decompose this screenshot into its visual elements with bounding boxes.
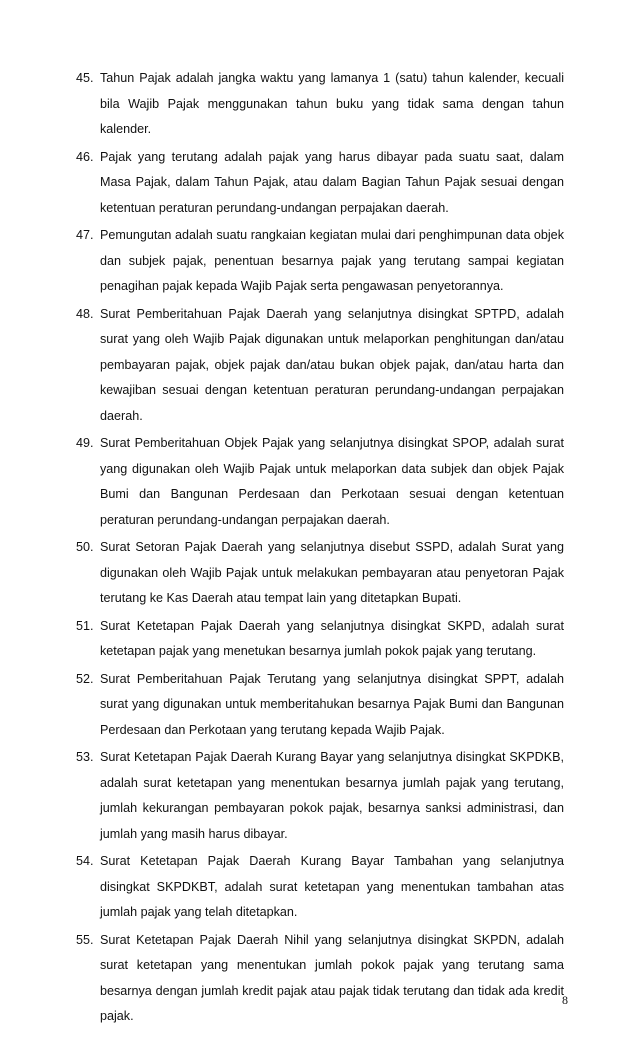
item-number: 51. [76,618,94,633]
item-number: 50. [76,540,94,554]
list-item [76,745,564,847]
item-number: 45. [76,71,94,85]
item-number: 49. [76,436,94,450]
item-text: Surat Pemberitahuan Pajak Daerah yang selanjutnya disingkat SPTPD, adalah surat yang oleh Wajib Pajak digunakan untuk melaporkan penghitungan dan/atau pembayaran pajak, objek pajak dan/atau bukan objek pajak, dan/atau harta dan kewajiban sesuai dengan ketentuan peraturan perundang-undangan perpajakan daerah. [100,306,564,423]
list-item [76,145,564,222]
item-text: Surat Ketetapan Pajak Daerah yang selanjutnya disingkat SKPD, adalah surat ketetapan pajak yang menetukan besarnya jumlah pokok pajak yang terutang. [100,618,564,658]
definition-list [76,66,564,1032]
page-number: 8 [562,993,568,1007]
item-number: 53. [76,750,94,764]
list-item [76,667,564,744]
item-text: Tahun Pajak adalah jangka waktu yang lamanya 1 (satu) tahun kalender, kecuali bila Wajib Pajak menggunakan tahun buku yang tidak sama dengan tahun kalender. [100,71,564,136]
item-text: Surat Ketetapan Pajak Daerah Nihil yang selanjutnya disingkat SKPDN, adalah surat ketetapan yang menentukan jumlah pokok pajak yang terutang sama besarnya dengan jumlah kredit pajak atau pajak tidak terutang dan tidak ada kredit pajak. [100,932,564,1023]
item-number: 47. [76,228,94,242]
item-text: Pajak yang terutang adalah pajak yang harus dibayar pada suatu saat, dalam Masa Pajak, dalam Tahun Pajak, atau dalam Bagian Tahun Pajak sesuai dengan ketentuan peraturan perundang-undangan perpajakan daerah. [100,149,564,215]
item-text: Surat Pemberitahuan Objek Pajak yang selanjutnya disingkat SPOP, adalah surat yang digunakan oleh Wajib Pajak untuk melaporkan data subjek dan objek Pajak Bumi dan Bangunan Perdesaan dan Perkotaan sesuai dengan ketentuan peraturan perundang-undangan perpajakan daerah. [100,436,564,527]
item-number: 55. [76,932,94,947]
list-item [76,849,564,926]
list-item [76,223,564,300]
item-text: Surat Ketetapan Pajak Daerah Kurang Bayar yang selanjutnya disingkat SKPDKB, adalah surat ketetapan yang menentukan besarnya jumlah pajak yang terutang, jumlah kekurangan pembayaran pokok pajak, besarnya sanksi administrasi, dan jumlah yang masih harus dibayar. [100,750,564,841]
item-number: 46. [76,149,94,164]
item-text: Pemungutan adalah suatu rangkaian kegiatan mulai dari penghimpunan data objek dan subjek pajak, penentuan besarnya pajak yang terutang sampai kegiatan penagihan pajak kepada Wajib Pajak serta pengawasan penyetorannya. [100,228,564,293]
list-item [76,928,564,1030]
item-number: 52. [76,671,94,686]
item-text: Surat Ketetapan Pajak Daerah Kurang Bayar Tambahan yang selanjutnya disingkat SKPDKBT, adalah surat ketetapan yang menentukan tambahan atas jumlah pajak yang telah ditetapkan. [100,854,564,919]
list-item [76,431,564,533]
list-item [76,614,564,665]
item-number: 48. [76,306,94,321]
item-number: 54. [76,854,94,868]
item-text: Surat Pemberitahuan Pajak Terutang yang selanjutnya disingkat SPPT, adalah surat yang digunakan untuk memberitahukan besarnya Pajak Bumi dan Bangunan Perdesaan dan Perkotaan yang terutang kepada Wajib Pajak. [100,671,564,737]
list-item [76,535,564,612]
list-item [76,302,564,430]
item-text: Surat Setoran Pajak Daerah yang selanjutnya disebut SSPD, adalah Surat yang digunakan oleh Wajib Pajak untuk melakukan pembayaran atau penyetoran Pajak terutang ke Kas Daerah atau tempat lain yang ditetapkan Bupati. [100,540,564,605]
list-item [76,66,564,143]
